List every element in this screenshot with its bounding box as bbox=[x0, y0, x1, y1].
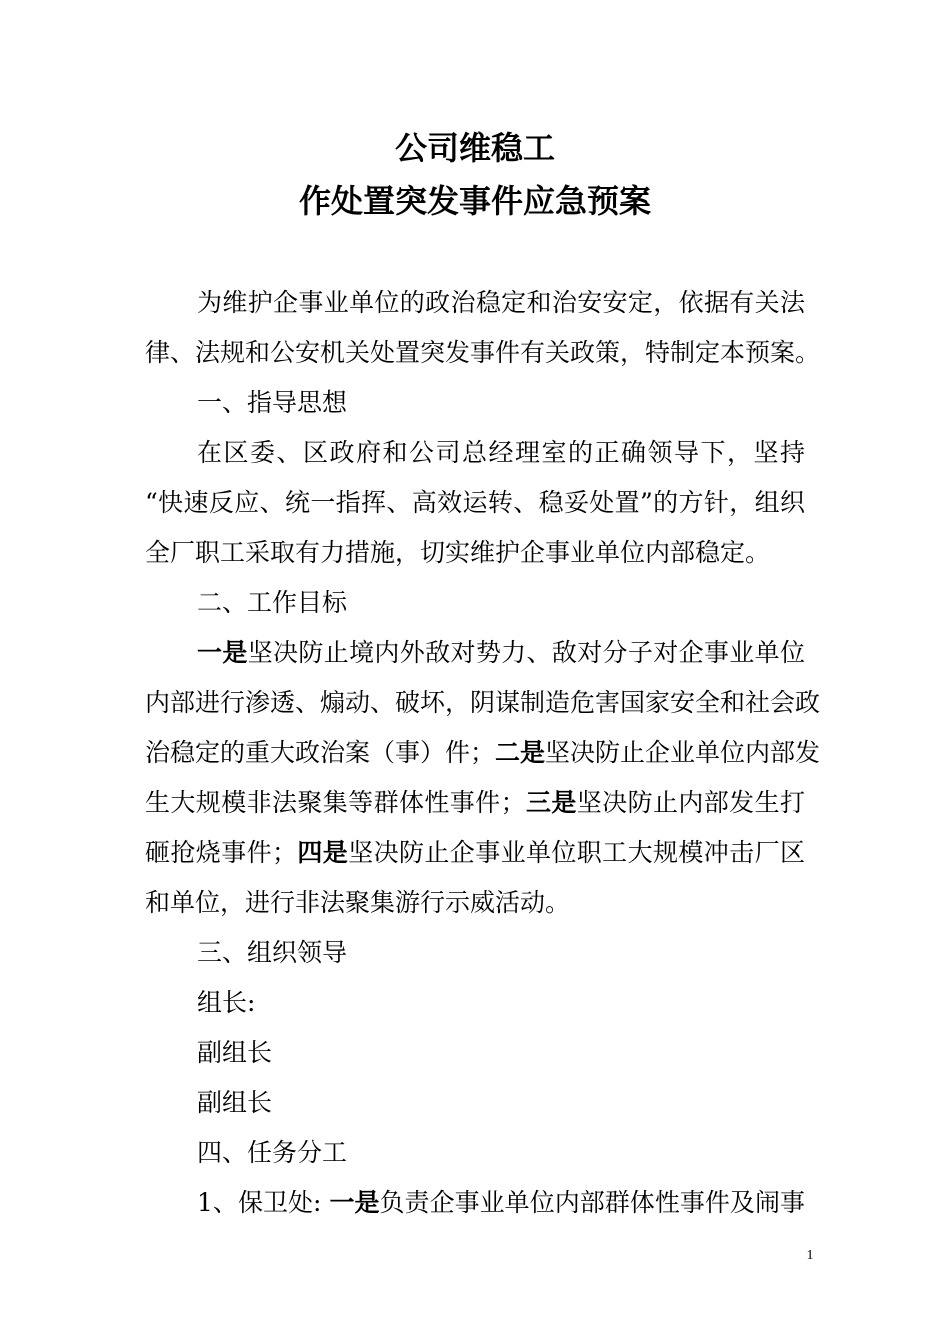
paragraph-text: 坚决防止企事业单位职工大规模冲击厂区 bbox=[348, 838, 805, 867]
paragraph-line bbox=[145, 728, 821, 778]
paragraph-line: 律、法规和公安机关处置突发事件有关政策，特制定本预案。 bbox=[145, 338, 821, 367]
page-number: 1 bbox=[806, 1248, 814, 1263]
paragraph-line: 在区委、区政府和公司总经理室的正确领导下，坚持 bbox=[197, 438, 805, 467]
paragraph-line: 内部进行渗透、煽动、破坏，阴谋制造危害国家安全和社会政 bbox=[145, 688, 821, 717]
paragraph-text: 生大规模非法聚集等群体性事件； bbox=[145, 788, 526, 817]
paragraph-text: 坚决防止境内外敌对势力、敌对分子对企事业单位 bbox=[247, 638, 805, 667]
bold-marker: 三是 bbox=[525, 788, 577, 817]
paragraph-line bbox=[145, 828, 805, 878]
paragraph-line: 和单位，进行非法聚集游行示威活动。 bbox=[145, 888, 571, 917]
section-heading: 一、指导思想 bbox=[197, 388, 348, 417]
bold-marker: 一是 bbox=[197, 638, 248, 667]
bold-marker: 四是 bbox=[297, 838, 349, 867]
section-heading: 三、组织领导 bbox=[197, 938, 348, 967]
paragraph-line: “快速反应、统一指挥、高效运转、稳妥处置”的方针，组织 bbox=[145, 488, 805, 517]
document-body bbox=[145, 278, 821, 1228]
paragraph-line: 为维护企事业单位的政治稳定和治安安定，依据有关法 bbox=[197, 288, 805, 317]
paragraph-text: 负责企事业单位内部群体性事件及闹事 bbox=[379, 1188, 805, 1217]
deputy-leader-line: 副组长 bbox=[197, 1038, 273, 1067]
document-title-line-1: 公司维稳工 bbox=[394, 129, 555, 167]
paragraph-text: 坚决防止企业单位内部发 bbox=[545, 738, 821, 767]
paragraph-line: 全厂职工采取有力措施，切实维护企事业单位内部稳定。 bbox=[145, 538, 771, 567]
section-heading: 二、工作目标 bbox=[197, 588, 348, 617]
paragraph-text: 坚决防止内部发生打 bbox=[576, 788, 805, 817]
paragraph-text: 治稳定的重大政治案（事）件； bbox=[145, 738, 496, 767]
deputy-leader-line: 副组长 bbox=[197, 1088, 273, 1117]
paragraph-text: 1、保卫处: bbox=[197, 1188, 322, 1217]
bold-marker: 一是 bbox=[329, 1188, 380, 1217]
leader-line: 组长: bbox=[197, 988, 256, 1017]
document-title-line-2: 作处置突发事件应急预案 bbox=[298, 182, 651, 220]
section-heading: 四、任务分工 bbox=[197, 1138, 348, 1167]
paragraph-line bbox=[145, 628, 805, 678]
paragraph-line bbox=[145, 1178, 805, 1228]
paragraph-line bbox=[145, 778, 805, 828]
bold-marker: 二是 bbox=[495, 738, 546, 767]
paragraph-text: 砸抢烧事件； bbox=[145, 838, 297, 867]
